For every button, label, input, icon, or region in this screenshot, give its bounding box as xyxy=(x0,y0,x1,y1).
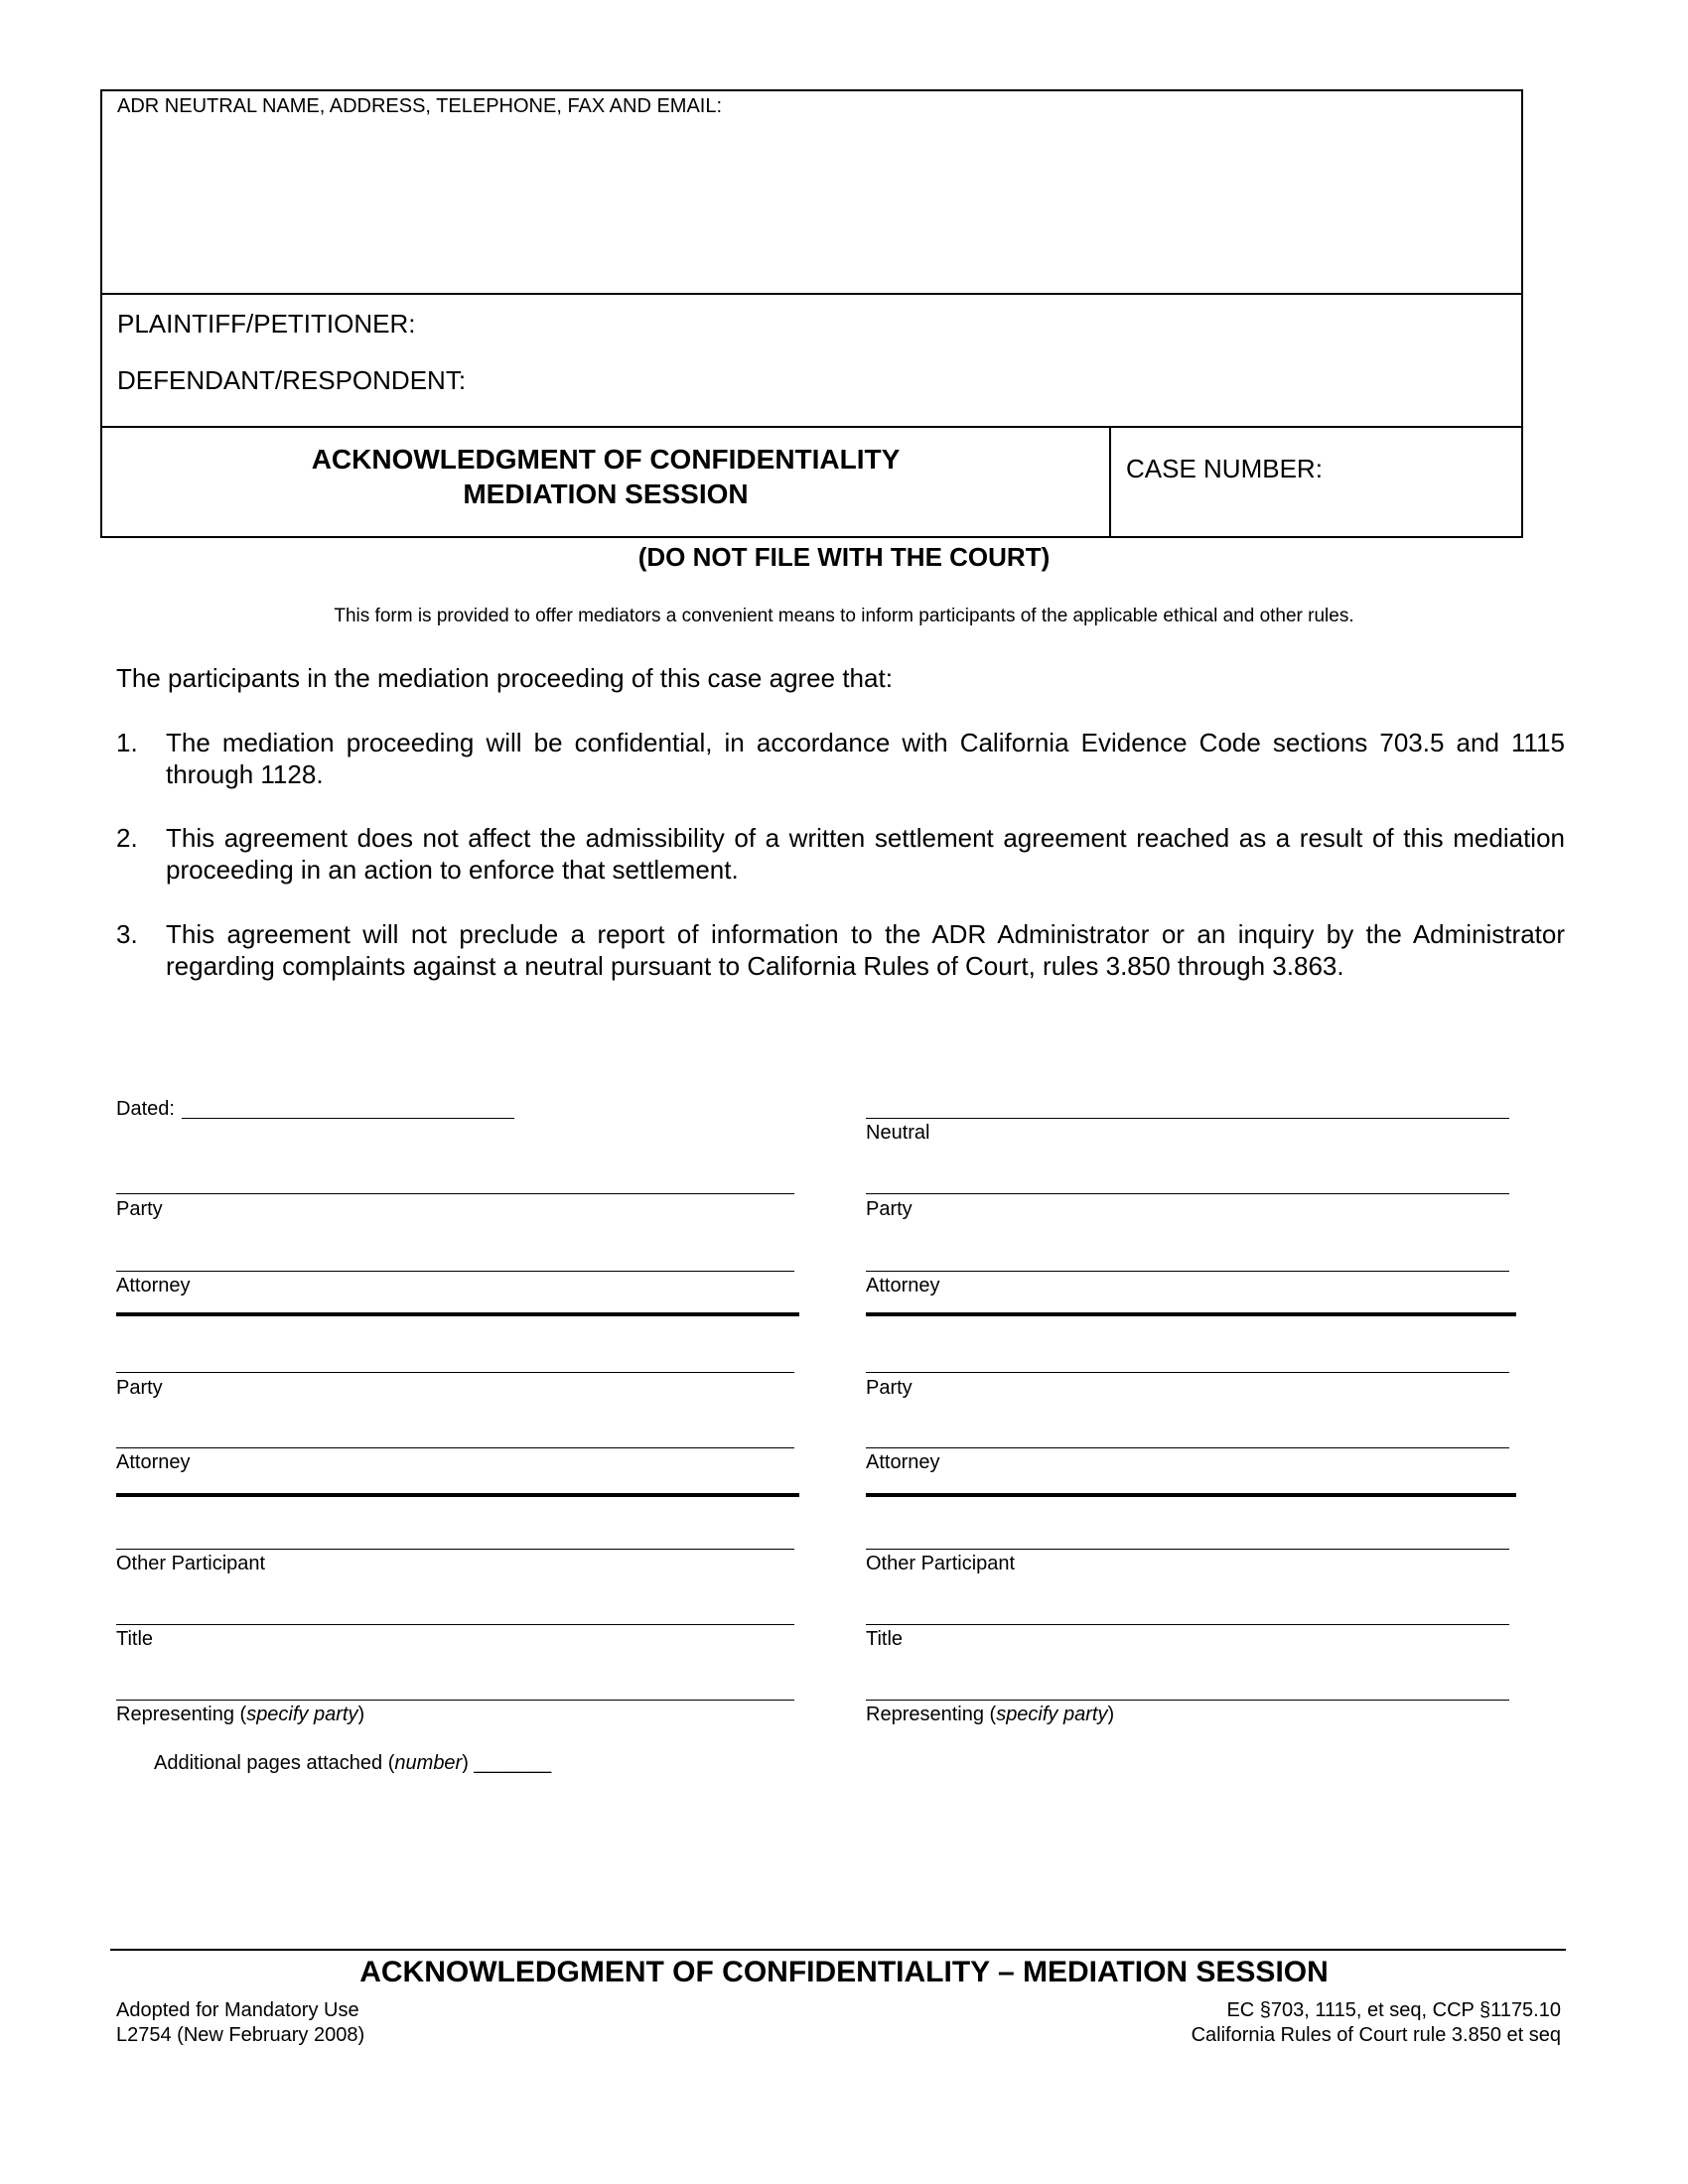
specify-party-text: specify party xyxy=(246,1704,358,1725)
rules-reference: California Rules of Court rule 3.850 et seq xyxy=(1191,2024,1561,2046)
case-number-label: CASE NUMBER: xyxy=(1126,454,1323,483)
other-participant-line[interactable] xyxy=(116,1549,794,1550)
party-signature-line[interactable] xyxy=(116,1193,794,1194)
caption-box xyxy=(100,89,1523,538)
item-number: 3. xyxy=(116,919,138,949)
close-paren: ) xyxy=(357,1704,365,1725)
section-divider xyxy=(116,1312,799,1316)
party-label: Party xyxy=(116,1198,163,1220)
neutral-info-field[interactable] xyxy=(102,91,1521,295)
adoption-note: Adopted for Mandatory Use xyxy=(116,1999,359,2021)
attorney-label: Attorney xyxy=(116,1451,191,1473)
title-label: Title xyxy=(116,1628,154,1650)
footer-left-block xyxy=(116,1998,364,2048)
attorney-label: Attorney xyxy=(866,1275,940,1297)
party-signature-line[interactable] xyxy=(866,1372,1509,1373)
party-signature-line[interactable] xyxy=(866,1193,1509,1194)
parties-section xyxy=(102,295,1521,428)
representing-label xyxy=(116,1704,364,1726)
close-paren: ) xyxy=(1107,1704,1115,1725)
representing-line[interactable] xyxy=(866,1700,1509,1701)
title-line[interactable] xyxy=(116,1624,794,1625)
footer-right-block xyxy=(1192,1998,1561,2048)
item-text: This agreement will not preclude a report of information to the ADR Administrator or an inquiry by the Administrator regarding complaints against a neutral pursuant to California Rules of Court, rules 3.850 through 3.863. xyxy=(166,919,1565,981)
footer-title: ACKNOWLEDGMENT OF CONFIDENTIALITY – MEDIATION SESSION xyxy=(359,1956,1329,1988)
additional-pages-prefix: Additional pages attached ( xyxy=(154,1752,395,1774)
do-not-file-notice: (DO NOT FILE WITH THE COURT) xyxy=(637,542,1051,572)
party-signature-line[interactable] xyxy=(116,1372,794,1373)
specify-party-text: specify party xyxy=(996,1704,1108,1725)
representing-text: Representing ( xyxy=(866,1704,997,1725)
attorney-signature-line[interactable] xyxy=(116,1271,794,1272)
item-number: 2. xyxy=(116,823,138,853)
section-divider xyxy=(116,1493,799,1497)
additional-pages-label xyxy=(154,1752,551,1775)
attorney-label: Attorney xyxy=(116,1275,191,1297)
representing-line[interactable] xyxy=(116,1700,794,1701)
attorney-signature-line[interactable] xyxy=(116,1447,794,1448)
form-title-cell xyxy=(102,428,1111,538)
dated-label: Dated: xyxy=(116,1098,175,1120)
attorney-signature-line[interactable] xyxy=(866,1271,1509,1272)
title-label: Title xyxy=(866,1628,904,1650)
form-title-line2: MEDIATION SESSION xyxy=(463,478,749,509)
additional-pages-suffix: ) _______ xyxy=(462,1752,552,1774)
intro-note: This form is provided to offer mediators a convenient means to inform participants of the applicable ethical and other rules. xyxy=(334,606,1354,626)
item-number: 1. xyxy=(116,728,138,757)
case-number-field[interactable] xyxy=(1111,428,1521,538)
item-text: The mediation proceeding will be confidential, in accordance with California Evidence Code sections 703.5 and 1115 through 1128. xyxy=(166,728,1565,789)
section-divider xyxy=(866,1493,1516,1497)
form-id: L2754 (New February 2008) xyxy=(116,2024,365,2046)
party-label: Party xyxy=(866,1377,913,1399)
representing-text: Representing ( xyxy=(116,1704,247,1725)
form-title-line1: ACKNOWLEDGMENT OF CONFIDENTIALITY xyxy=(311,444,901,475)
other-participant-label: Other Participant xyxy=(866,1553,1016,1574)
neutral-info-label: ADR NEUTRAL NAME, ADDRESS, TELEPHONE, FAX AND EMAIL: xyxy=(117,95,723,117)
defendant-label: DEFENDANT/RESPONDENT: xyxy=(117,365,467,395)
attorney-label: Attorney xyxy=(866,1451,940,1473)
dated-field[interactable] xyxy=(182,1118,514,1119)
lead-in-text: The participants in the mediation proceeding of this case agree that: xyxy=(116,663,893,693)
party-label: Party xyxy=(866,1198,913,1220)
statute-reference: EC §703, 1115, et seq, CCP §1175.10 xyxy=(1226,1999,1561,2021)
neutral-label: Neutral xyxy=(866,1122,930,1144)
representing-label xyxy=(866,1704,1114,1726)
other-participant-line[interactable] xyxy=(866,1549,1509,1550)
item-text: This agreement does not affect the admissibility of a written settlement agreement reached as a result of this mediation proceeding in an action to enforce that settlement. xyxy=(166,823,1565,885)
title-line[interactable] xyxy=(866,1624,1509,1625)
attorney-signature-line[interactable] xyxy=(866,1447,1509,1448)
additional-pages-number: number xyxy=(394,1752,463,1774)
plaintiff-label: PLAINTIFF/PETITIONER: xyxy=(117,309,416,339)
footer-rule xyxy=(110,1949,1566,1951)
other-participant-label: Other Participant xyxy=(116,1553,266,1574)
party-label: Party xyxy=(116,1377,163,1399)
section-divider xyxy=(866,1312,1516,1316)
title-row xyxy=(102,428,1521,538)
neutral-signature-line[interactable] xyxy=(866,1118,1509,1119)
